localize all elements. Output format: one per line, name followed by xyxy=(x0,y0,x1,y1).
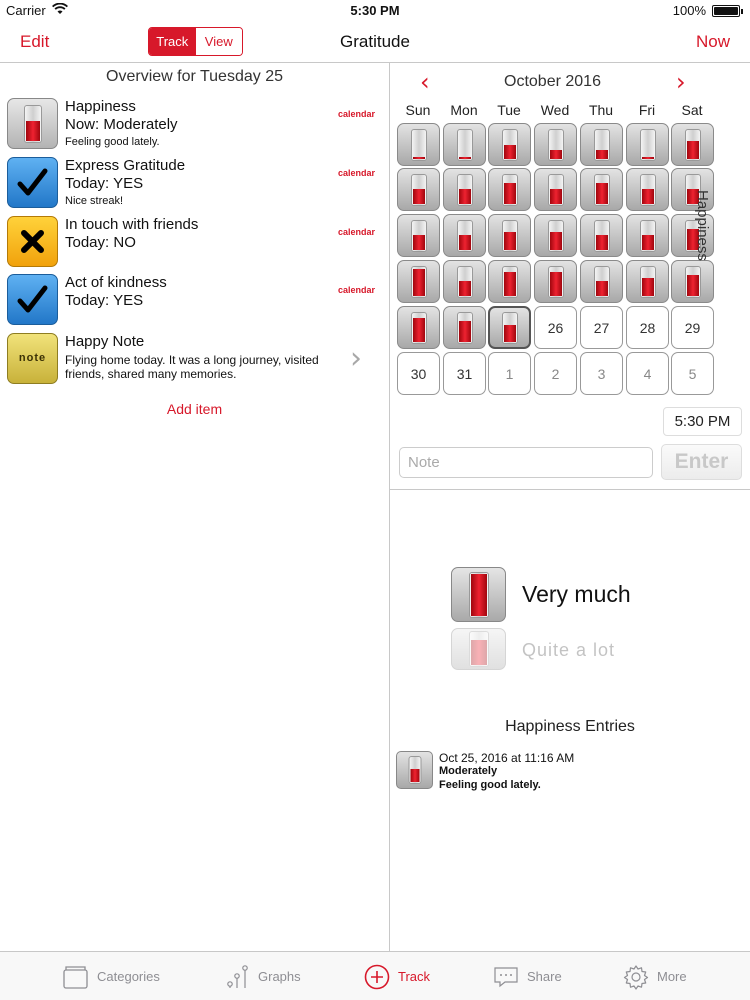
thermometer-icon xyxy=(502,220,518,252)
calendar-day[interactable] xyxy=(397,214,440,257)
weekday-header: Fri xyxy=(638,102,656,118)
thermometer-icon xyxy=(548,266,564,298)
weekday-header: Sat xyxy=(681,102,703,118)
thermometer-icon xyxy=(457,266,473,298)
thermometer-icon xyxy=(457,129,473,161)
calendar-day[interactable] xyxy=(443,168,486,211)
calendar-day[interactable] xyxy=(534,123,577,166)
calendar-day[interactable] xyxy=(626,214,669,257)
calendar-header xyxy=(390,68,720,96)
gear-icon xyxy=(623,964,649,990)
item-name: Express Gratitude xyxy=(65,157,186,174)
tab-label: Track xyxy=(398,969,431,984)
entry-level: Moderately xyxy=(439,765,498,777)
calendar-day[interactable] xyxy=(626,352,669,395)
calendar-day-number: 29 xyxy=(684,320,701,336)
note-title: Happy Note xyxy=(65,333,145,350)
thermometer-icon xyxy=(594,266,610,298)
item-status: Today: YES xyxy=(65,175,144,192)
calendar-day[interactable] xyxy=(488,214,531,257)
chevron-left-icon[interactable]: ‹ xyxy=(420,68,430,96)
item-name: Act of kindness xyxy=(65,274,167,291)
tab-label: Categories xyxy=(97,969,160,984)
thermometer-icon xyxy=(640,174,656,206)
entries-title: Happiness Entries xyxy=(505,718,635,735)
thermometer-icon xyxy=(594,129,610,161)
checkmark-icon xyxy=(7,274,58,325)
picker-label: Very much xyxy=(522,581,631,607)
calendar-day[interactable] xyxy=(443,306,486,349)
graphs-icon xyxy=(226,964,252,990)
calendar-day-number: 1 xyxy=(505,366,514,382)
tab-bar xyxy=(0,951,750,1000)
thermometer-icon xyxy=(594,220,610,252)
segment-track[interactable]: Track xyxy=(149,28,196,55)
thermometer-icon xyxy=(411,174,427,206)
navigation-bar xyxy=(0,22,750,63)
thermometer-icon xyxy=(411,129,427,161)
calendar-month-title: October 2016 xyxy=(504,73,601,90)
thermometer-icon xyxy=(396,751,433,789)
calendar-day-number: 31 xyxy=(456,366,473,382)
calendar-day[interactable] xyxy=(443,214,486,257)
calendar-day[interactable] xyxy=(443,352,486,395)
weekday-header: Thu xyxy=(588,102,614,118)
item-status: Now: Moderately xyxy=(65,116,178,133)
enter-button[interactable]: Enter xyxy=(661,444,742,480)
calendar-day[interactable] xyxy=(626,123,669,166)
battery-icon xyxy=(712,5,740,17)
segment-view[interactable]: View xyxy=(196,28,243,55)
calendar-day[interactable] xyxy=(397,260,440,303)
plus-circle-icon xyxy=(364,964,390,990)
calendar-day[interactable] xyxy=(580,123,623,166)
calendar-day[interactable] xyxy=(626,168,669,211)
calendar-day[interactable] xyxy=(626,260,669,303)
tab-label: Share xyxy=(527,969,562,984)
thermometer-icon xyxy=(502,129,518,161)
thermometer-icon xyxy=(502,312,518,344)
list-item-act-of-kindness[interactable] xyxy=(7,274,382,326)
item-subtitle: Feeling good lately. xyxy=(65,136,160,148)
calendar-day[interactable] xyxy=(534,168,577,211)
calendar-day[interactable] xyxy=(488,260,531,303)
thermometer-icon xyxy=(594,174,610,206)
calendar-link[interactable]: calendar xyxy=(337,168,375,178)
list-item-express-gratitude[interactable] xyxy=(7,157,382,209)
calendar-day[interactable] xyxy=(580,168,623,211)
calendar-day-number: 27 xyxy=(593,320,610,336)
note-icon-label: note xyxy=(18,352,47,364)
weekday-header: Tue xyxy=(497,102,521,118)
calendar-day-number: 3 xyxy=(597,366,606,382)
calendar-day[interactable] xyxy=(443,260,486,303)
calendar-day[interactable] xyxy=(397,306,440,349)
calendar-day[interactable] xyxy=(671,352,714,395)
calendar-day-number: 28 xyxy=(639,320,656,336)
calendar-day[interactable] xyxy=(580,214,623,257)
thermometer-icon xyxy=(411,266,427,298)
categories-icon xyxy=(62,964,88,990)
calendar-day-number: 2 xyxy=(551,366,560,382)
calendar-day[interactable] xyxy=(534,214,577,257)
item-name: In touch with friends xyxy=(65,216,199,233)
cross-icon xyxy=(7,216,58,267)
thermometer-icon xyxy=(685,266,701,298)
weekday-header: Wed xyxy=(540,102,570,118)
calendar-day[interactable] xyxy=(671,306,714,349)
calendar-day-number: 4 xyxy=(643,366,652,382)
checkmark-icon xyxy=(7,157,58,208)
chevron-right-icon[interactable]: › xyxy=(350,341,362,376)
calendar-day[interactable] xyxy=(488,352,531,395)
panel-divider xyxy=(389,63,390,951)
note-icon xyxy=(7,333,58,384)
thermometer-icon xyxy=(548,174,564,206)
thermometer-icon xyxy=(685,129,701,161)
entry-note: Feeling good lately. xyxy=(439,779,541,791)
calendar-day[interactable] xyxy=(580,306,623,349)
add-item-button[interactable]: Add item xyxy=(166,401,223,417)
thermometer-icon xyxy=(411,312,427,344)
note-input[interactable] xyxy=(399,447,653,478)
share-icon xyxy=(493,964,519,990)
thermometer-icon xyxy=(451,567,506,622)
weekday-header: Sun xyxy=(405,102,431,118)
calendar-day[interactable] xyxy=(443,123,486,166)
calendar-day[interactable] xyxy=(534,260,577,303)
picker-label: Quite a lot xyxy=(522,640,616,660)
now-button[interactable]: Now xyxy=(695,32,730,51)
calendar-day[interactable] xyxy=(488,123,531,166)
thermometer-icon xyxy=(7,98,58,149)
tab-label: Graphs xyxy=(258,969,301,984)
calendar-day[interactable] xyxy=(671,260,714,303)
calendar-day-number: 30 xyxy=(410,366,427,382)
time-button[interactable]: 5:30 PM xyxy=(663,407,742,436)
calendar-day[interactable] xyxy=(397,123,440,166)
calendar-day-selected[interactable] xyxy=(488,306,531,349)
thermometer-icon xyxy=(411,220,427,252)
chevron-right-icon[interactable]: › xyxy=(676,68,686,96)
thermometer-icon xyxy=(451,628,506,670)
calendar-day[interactable] xyxy=(671,123,714,166)
page-title: Gratitude xyxy=(340,32,410,51)
calendar-day[interactable] xyxy=(580,352,623,395)
clock: 5:30 PM xyxy=(350,3,400,18)
item-status: Today: YES xyxy=(65,292,144,309)
thermometer-icon xyxy=(640,220,656,252)
section-divider xyxy=(390,489,750,490)
item-status: Today: NO xyxy=(65,234,136,251)
thermometer-icon xyxy=(640,129,656,161)
calendar-day-number: 26 xyxy=(547,320,564,336)
calendar-link[interactable]: calendar xyxy=(337,285,375,295)
thermometer-icon xyxy=(457,174,473,206)
tab-label: More xyxy=(657,969,687,984)
item-name: Happiness xyxy=(65,98,136,115)
list-item-in-touch-with-friends[interactable] xyxy=(7,216,382,268)
calendar-day[interactable] xyxy=(397,168,440,211)
carrier-label: Carrier xyxy=(6,3,46,18)
calendar-day[interactable] xyxy=(626,306,669,349)
calendar-day[interactable] xyxy=(534,352,577,395)
thermometer-icon xyxy=(640,266,656,298)
status-bar xyxy=(0,0,750,22)
list-item-happiness[interactable] xyxy=(7,98,382,150)
item-subtitle: Nice streak! xyxy=(65,195,124,207)
edit-button[interactable]: Edit xyxy=(20,32,50,51)
thermometer-icon xyxy=(548,129,564,161)
calendar-day[interactable] xyxy=(534,306,577,349)
overview-title: Overview for Tuesday 25 xyxy=(106,68,283,85)
entry-row[interactable] xyxy=(396,751,736,791)
note-text: Flying home today. It was a long journey, visited friends, shared many memories. xyxy=(65,353,319,381)
calendar-day[interactable] xyxy=(580,260,623,303)
entry-date: Oct 25, 2016 at 11:16 AM xyxy=(439,751,575,765)
thermometer-icon xyxy=(457,220,473,252)
calendar-link[interactable]: calendar xyxy=(337,227,375,237)
weekday-header: Mon xyxy=(450,102,478,118)
thermometer-icon xyxy=(502,174,518,206)
calendar-category-label: Happiness xyxy=(694,190,711,261)
calendar-link[interactable]: calendar xyxy=(337,109,375,119)
calendar-day-number: 5 xyxy=(688,366,697,382)
battery-percent: 100% xyxy=(672,3,706,18)
thermometer-icon xyxy=(457,312,473,344)
calendar-day[interactable] xyxy=(397,352,440,395)
list-item-happy-note[interactable] xyxy=(7,333,382,385)
thermometer-icon xyxy=(502,266,518,298)
thermometer-icon xyxy=(548,220,564,252)
calendar-day[interactable] xyxy=(488,168,531,211)
